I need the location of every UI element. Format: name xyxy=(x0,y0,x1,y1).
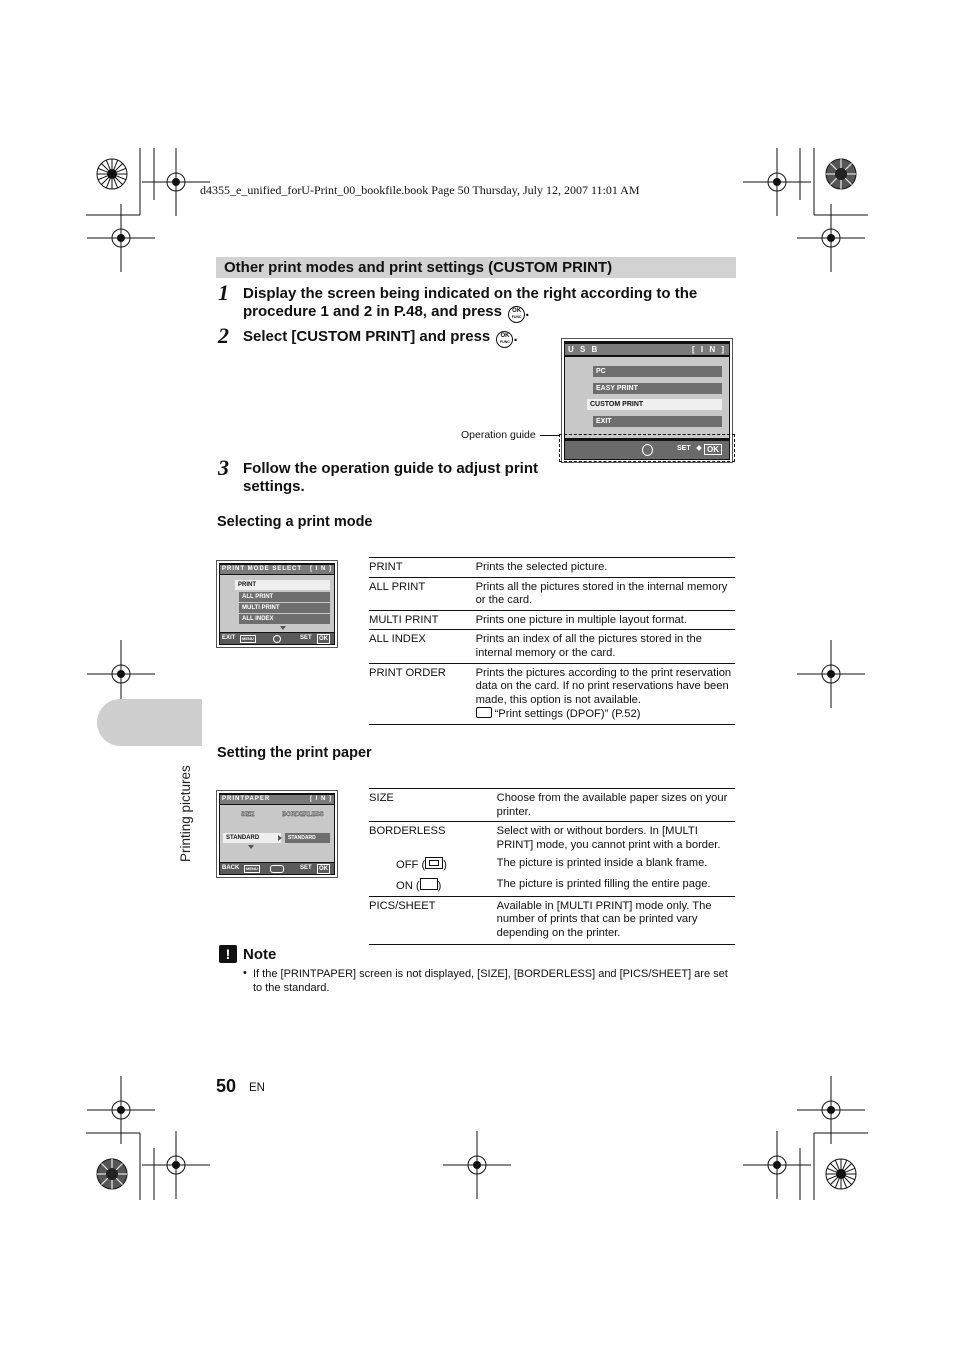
paper-col-size: SIZE xyxy=(241,812,255,818)
usb-footer-ok: OK xyxy=(704,444,722,455)
mode-item-all-index[interactable]: ALL INDEX xyxy=(239,614,330,624)
step-number-3: 3 xyxy=(218,455,229,480)
file-header: d4355_e_unified_forU-Print_00_bookfile.book Page 50 Thursday, July 12, 2007 11:01 AM xyxy=(200,183,640,197)
usb-screen-body xyxy=(565,357,729,438)
chapter-label: Printing pictures xyxy=(178,765,193,862)
paper-size-value[interactable]: STANDARD xyxy=(223,833,281,843)
print-mode-screen: PRINT MODE SELECT [ I N ] PRINT ALL PRINT MULTI PRINT ALL INDEX EXIT MENU SET OK xyxy=(219,563,335,645)
paper-col-borderless: BORDERLESS xyxy=(282,812,324,818)
ok-func-button-icon: OK FUNC xyxy=(496,331,513,348)
step-1-line2: procedure 1 and 2 in P.48, and press OK FUNC . xyxy=(243,303,743,323)
table-row: ALL INDEX Prints an index of all the pictures stored in the internal memory or the card. xyxy=(369,630,735,663)
operation-guide-callout: Operation guide xyxy=(461,429,536,441)
note-title: Note xyxy=(243,946,277,963)
dial-icon xyxy=(270,865,284,873)
table-row: PRINT Prints the selected picture. xyxy=(369,558,735,578)
operation-guide-highlight xyxy=(559,434,735,462)
step-number-1: 1 xyxy=(218,280,229,305)
language-code: EN xyxy=(249,1082,265,1094)
paper-borderless-value[interactable]: STANDARD xyxy=(285,833,330,843)
mode-item-all-print[interactable]: ALL PRINT xyxy=(239,592,330,602)
section-title-bar xyxy=(216,257,736,278)
table-row: ALL PRINT Prints all the pictures stored in the internal memory or the card. xyxy=(369,577,735,610)
page-number: 50 xyxy=(216,1076,237,1096)
usb-screen-titlebar: U S B [ I N ] xyxy=(565,344,729,355)
usb-menu-item-custom-print[interactable]: CUSTOM PRINT xyxy=(587,399,722,410)
step-1-text xyxy=(243,285,743,323)
print-paper-screen: PRINTPAPER [ I N ] SIZE BORDERLESS STANDARD STANDARD BACK MENU SET OK xyxy=(219,793,335,875)
scroll-down-icon xyxy=(280,626,286,630)
section-title: Other print modes and print settings (CUSTOM PRINT) xyxy=(224,259,613,276)
table-row: PICS/SHEET Available in [MULTI PRINT] mode only. The number of prints that can be printed vary depending on the printer. xyxy=(369,896,735,945)
ok-func-button-icon: OK FUNC xyxy=(508,306,525,323)
reference-icon xyxy=(476,707,492,718)
table-row: OFF ( ) The picture is printed inside a blank frame. xyxy=(396,857,708,872)
borderless-frame-icon xyxy=(420,878,438,890)
dial-icon xyxy=(273,635,281,643)
mode-item-multi-print[interactable]: MULTI PRINT xyxy=(239,603,330,613)
print-paper-table xyxy=(369,788,735,945)
table-row: PRINT ORDER Prints the pictures according to the print reservation data on the card. If no print reservations have been made, this option is not available. “Print settings (DPOF)” (P.52) xyxy=(369,663,735,724)
note-bullet: • xyxy=(243,967,247,979)
step-2-text: Select [CUSTOM PRINT] and press OK FUNC . xyxy=(243,328,518,348)
note-icon: ! xyxy=(219,945,237,963)
table-row: SIZE Choose from the available paper sizes on your printer. xyxy=(369,789,735,822)
print-paper-heading: Setting the print paper xyxy=(217,745,372,761)
scroll-down-icon xyxy=(248,845,254,849)
usb-menu-item-easy-print[interactable]: EASY PRINT xyxy=(593,383,722,394)
mode-item-print[interactable]: PRINT xyxy=(235,580,330,590)
table-row: MULTI PRINT Prints one picture in multiple layout format. xyxy=(369,610,735,630)
arrow-right-icon xyxy=(278,835,282,841)
step-1-line1: Display the screen being indicated on the right according to the xyxy=(243,285,698,302)
callout-line xyxy=(540,435,560,436)
step-number-2: 2 xyxy=(218,323,229,348)
table-row: ON ( ) The picture is printed filling the entire page. xyxy=(396,877,711,892)
print-mode-table xyxy=(369,557,735,725)
usb-menu-item-pc[interactable]: PC xyxy=(593,366,722,377)
note-text: If the [PRINTPAPER] screen is not displayed, [SIZE], [BORDERLESS] and [PICS/SHEET] are set to the standard. xyxy=(253,968,728,994)
bordered-frame-icon xyxy=(425,857,443,869)
usb-menu-item-exit[interactable]: EXIT xyxy=(593,416,722,427)
table-row: BORDERLESS Select with or without borders. In [MULTI PRINT] mode, you cannot print with a border. xyxy=(369,822,735,855)
chapter-tab xyxy=(97,699,202,746)
usb-footer-set: SET xyxy=(677,445,691,452)
print-mode-heading: Selecting a print mode xyxy=(217,514,373,530)
dpof-reference-link[interactable]: “Print settings (DPOF)” (P.52) xyxy=(494,708,641,721)
step-3-text: Follow the operation guide to adjust print settings. xyxy=(243,460,538,495)
